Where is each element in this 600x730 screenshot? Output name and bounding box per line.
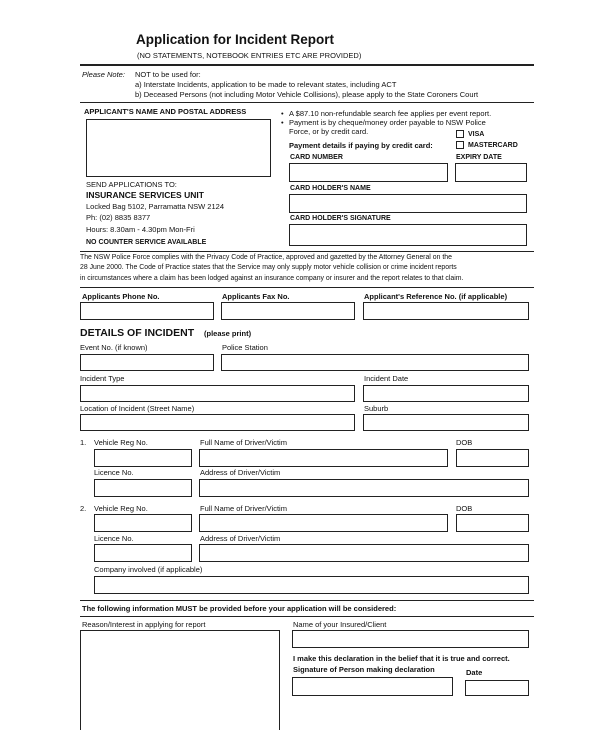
incident-type-field[interactable]: [80, 385, 355, 402]
vehicle-2-reg-field[interactable]: [94, 514, 192, 532]
suburb-label: Suburb: [364, 404, 389, 413]
vehicle-1-licence-field[interactable]: [94, 479, 192, 497]
vehicle-2-dob-field[interactable]: [456, 514, 529, 532]
company-label: Company involved (if applicable): [94, 565, 203, 574]
note-rule: [80, 102, 534, 103]
bullet-icon: •: [281, 109, 284, 118]
police-station-field[interactable]: [221, 354, 529, 371]
payment-method-note: Payment is by cheque/money order payable to NSW Police: [289, 118, 486, 127]
suburb-field[interactable]: [363, 414, 529, 431]
unit-hours: Hours: 8.30am - 4.30pm Mon-Fri: [86, 225, 195, 234]
header-rule: [80, 64, 534, 66]
insured-label: Name of your Insured/Client: [293, 620, 387, 629]
note-line-a: a) Interstate Incidents, application to be made to relevant states, including ACT: [135, 80, 397, 89]
declaration-text: I make this declaration in the belief that it is true and correct.: [293, 654, 510, 663]
unit-phone: Ph: (02) 8835 8377: [86, 213, 151, 222]
vehicle-2-driver-label: Full Name of Driver/Victim: [200, 504, 287, 513]
incident-heading: DETAILS OF INCIDENT: [80, 327, 195, 339]
note-label: Please Note:: [82, 70, 125, 79]
incident-heading-note: (please print): [204, 329, 252, 338]
vehicle-1-number: 1.: [80, 438, 87, 447]
vehicle-1-dob-label: DOB: [456, 438, 473, 447]
applicant-name-label: APPLICANT'S NAME AND POSTAL ADDRESS: [84, 107, 247, 116]
vehicle-2-reg-label: Vehicle Reg No.: [94, 504, 148, 513]
police-station-label: Police Station: [222, 343, 268, 352]
signature-label: Signature of Person making declaration: [293, 665, 435, 674]
must-provide-note: The following information MUST be provided before your application will be considered:: [82, 604, 397, 613]
vehicle-1-address-field[interactable]: [199, 479, 529, 497]
vehicle-1-address-label: Address of Driver/Victim: [200, 468, 281, 477]
send-to-label: SEND APPLICATIONS TO:: [86, 180, 177, 189]
event-no-label: Event No. (if known): [80, 343, 148, 352]
applicant-name-address-field[interactable]: [86, 119, 271, 177]
vehicle-2-number: 2.: [80, 504, 87, 513]
holder-signature-label: CARD HOLDER'S SIGNATURE: [290, 215, 391, 222]
card-number-field[interactable]: [289, 163, 448, 182]
fax-label: Applicants Fax No.: [222, 292, 290, 301]
privacy-line-3: in circumstances where a claim has been lodged against an insurance company or insurer and the report relates to that claim.: [80, 275, 464, 282]
expiry-label: EXPIRY DATE: [456, 154, 502, 161]
incident-type-label: Incident Type: [80, 374, 125, 383]
reference-label: Applicant's Reference No. (if applicable): [364, 292, 508, 301]
phone-field[interactable]: [80, 302, 214, 320]
note-line-b: b) Deceased Persons (not including Motor Vehicle Collisions), please apply to the State Coroners Court: [135, 90, 479, 99]
payment-method-note-2: Force, or by credit card.: [289, 127, 369, 136]
reason-field[interactable]: [80, 630, 280, 730]
footer-rule-2: [80, 616, 534, 617]
company-field[interactable]: [94, 576, 529, 594]
incident-date-label: Incident Date: [364, 374, 409, 383]
holder-name-label: CARD HOLDER'S NAME: [290, 185, 371, 192]
fee-note: A $87.10 non-refundable search fee applies per event report.: [289, 109, 492, 118]
date-field[interactable]: [465, 680, 529, 696]
footer-rule: [80, 600, 534, 601]
unit-name: INSURANCE SERVICES UNIT: [86, 190, 204, 200]
expiry-field[interactable]: [455, 163, 527, 182]
vehicle-1-reg-label: Vehicle Reg No.: [94, 438, 148, 447]
note-line0: NOT to be used for:: [135, 70, 201, 79]
page-title: Application for Incident Report: [136, 32, 334, 47]
vehicle-2-licence-label: Licence No.: [94, 534, 134, 543]
privacy-rule-bottom: [80, 287, 534, 288]
event-no-field[interactable]: [80, 354, 214, 371]
unit-address: Locked Bag 5102, Parramatta NSW 2124: [86, 202, 224, 211]
location-label: Location of Incident (Street Name): [80, 404, 195, 413]
vehicle-2-address-label: Address of Driver/Victim: [200, 534, 281, 543]
vehicle-2-address-field[interactable]: [199, 544, 529, 562]
bullet-icon: •: [281, 118, 284, 127]
holder-name-field[interactable]: [289, 194, 527, 213]
vehicle-1-driver-label: Full Name of Driver/Victim: [200, 438, 287, 447]
insured-field[interactable]: [292, 630, 529, 648]
holder-signature-field[interactable]: [289, 224, 527, 246]
privacy-line-2: 28 June 2000. The Code of Practice states that the Service may only supply motor vehicle collision or crime incident reports: [80, 264, 457, 271]
fax-field[interactable]: [221, 302, 355, 320]
vehicle-1-dob-field[interactable]: [456, 449, 529, 467]
card-number-label: CARD NUMBER: [290, 154, 343, 161]
reason-label: Reason/Interest in applying for report: [82, 620, 206, 629]
reference-field[interactable]: [363, 302, 529, 320]
vehicle-1-licence-label: Licence No.: [94, 468, 134, 477]
vehicle-1-driver-field[interactable]: [199, 449, 448, 467]
location-field[interactable]: [80, 414, 355, 431]
no-counter-notice: NO COUNTER SERVICE AVAILABLE: [86, 239, 207, 246]
visa-checkbox[interactable]: [456, 130, 464, 138]
mastercard-checkbox[interactable]: [456, 141, 464, 149]
mastercard-label: MASTERCARD: [468, 142, 518, 149]
vehicle-2-driver-field[interactable]: [199, 514, 448, 532]
vehicle-2-dob-label: DOB: [456, 504, 473, 513]
visa-label: VISA: [468, 131, 485, 138]
phone-label: Applicants Phone No.: [82, 292, 160, 301]
card-details-label: Payment details if paying by credit card:: [289, 141, 433, 150]
date-label: Date: [466, 668, 483, 677]
vehicle-2-licence-field[interactable]: [94, 544, 192, 562]
incident-date-field[interactable]: [363, 385, 529, 402]
page-subtitle: (NO STATEMENTS, NOTEBOOK ENTRIES ETC ARE PROVIDED): [137, 51, 362, 60]
signature-field[interactable]: [292, 677, 453, 696]
privacy-line-1: The NSW Police Force complies with the Privacy Code of Practice, approved and gazetted by the Attorney General on the: [80, 254, 452, 261]
privacy-rule-top: [80, 251, 534, 252]
vehicle-1-reg-field[interactable]: [94, 449, 192, 467]
